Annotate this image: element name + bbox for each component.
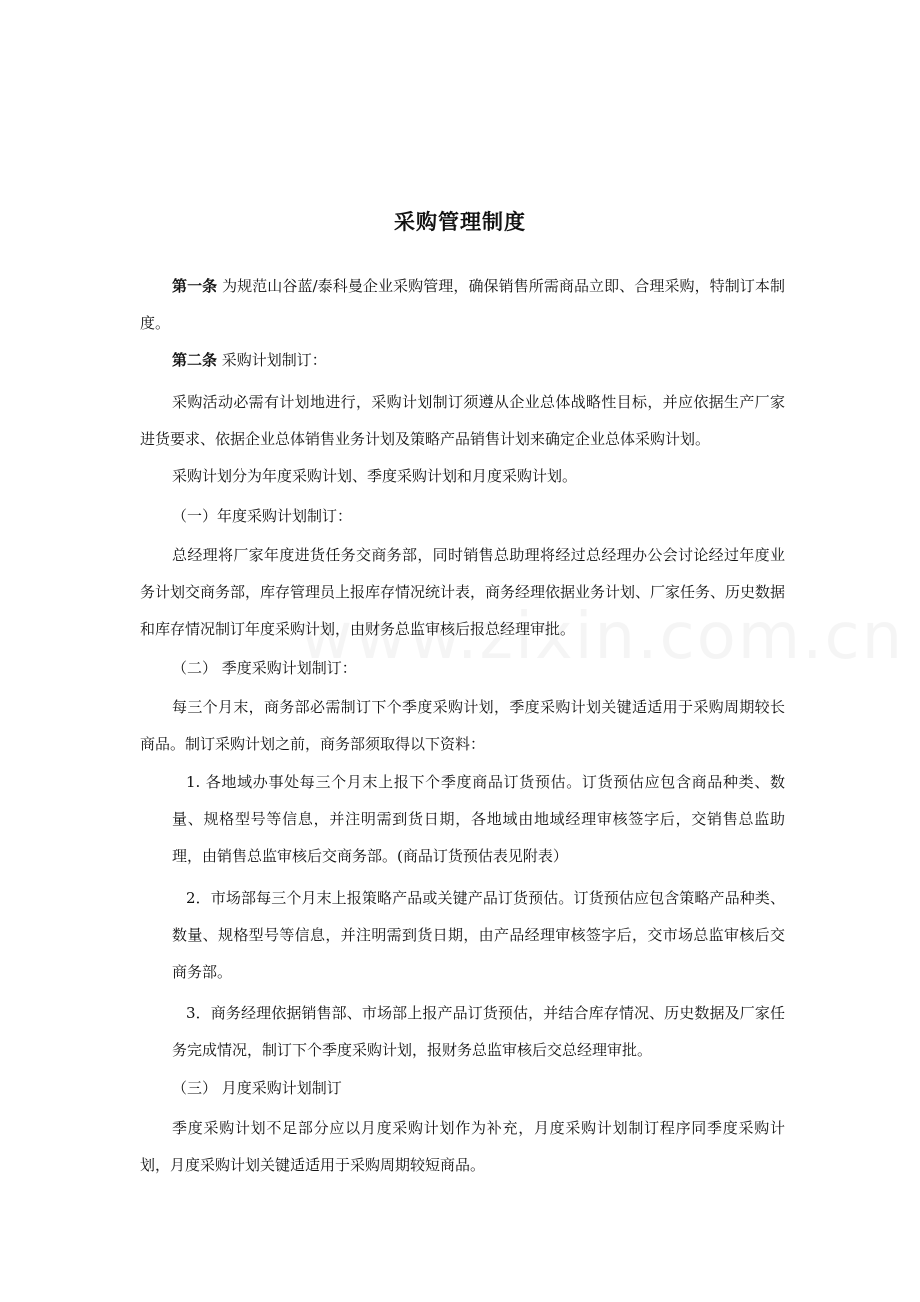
section-2-body: 每三个月末，商务部必需制订下个季度采购计划，季度采购计划关键适适用于采购周期较长商品。制订采购计划之前，商务部须取得以下资料： <box>140 698 785 753</box>
paragraph-intro: 采购活动必需有计划地进行，采购计划制订须遵从企业总体战略性目标，并应依据生产厂家进货要求、依据企业总体销售业务计划及策略产品销售计划来确定企业总体采购计划。 <box>140 393 785 448</box>
list-item: 2．市场部每三个月末上报策略产品或关键产品订货预估。订货预估应包含策略产品种类、数量、规格型号等信息，并注明需到货日期，由产品经理审核签字后，交市场总监审核后交商务部。 <box>172 889 785 981</box>
section-3-body: 季度采购计划不足部分应以月度采购计划作为补充，月度采购计划制订程序同季度采购计划，月度采购计划关键适适用于采购周期较短商品。 <box>140 1119 785 1174</box>
article-2-text: 采购计划制订： <box>217 351 327 369</box>
article-2 <box>140 342 785 379</box>
section-2-heading: （二） 季度采购计划制订： <box>172 659 357 677</box>
list-item: 1. 各地域办事处每三个月末上报下个季度商品订货预估。订货预估应包含商品种类、数量、规格型号等信息，并注明需到货日期，各地域由地域经理审核签字后，交销售总监助理，由销售总监审核后交商务部。(商品订货预估表见附表） <box>172 773 785 865</box>
section-3-heading: （三） 月度采购计划制订 <box>172 1079 342 1097</box>
list-item: 3．商务经理依据销售部、市场部上报产品订货预估，并结合库存情况、历史数据及厂家任务完成情况，制订下个季度采购计划，报财务总监审核后交总经理审批。 <box>172 1004 785 1059</box>
page-title: 采购管理制度 <box>394 210 526 234</box>
article-1-label: 第一条 <box>172 277 218 295</box>
paragraph-plan-types: 采购计划分为年度采购计划、季度采购计划和月度采购计划。 <box>172 467 578 485</box>
section-1-heading: （一）年度采购计划制订： <box>172 507 353 525</box>
article-1-text: 为规范山谷蓝/泰科曼企业采购管理，确保销售所需商品立即、合理采购，特制订本制度。 <box>140 277 785 332</box>
article-2-label: 第二条 <box>172 351 218 369</box>
section-1-body: 总经理将厂家年度进货任务交商务部，同时销售总助理将经过总经理办公会讨论经过年度业务计划交商务部，库存管理员上报库存情况统计表，商务经理依据业务计划、厂家任务、历史数据和库存情况制订年度采购计划，由财务总监审核后报总经理审批。 <box>140 546 786 638</box>
article-1 <box>140 268 785 342</box>
